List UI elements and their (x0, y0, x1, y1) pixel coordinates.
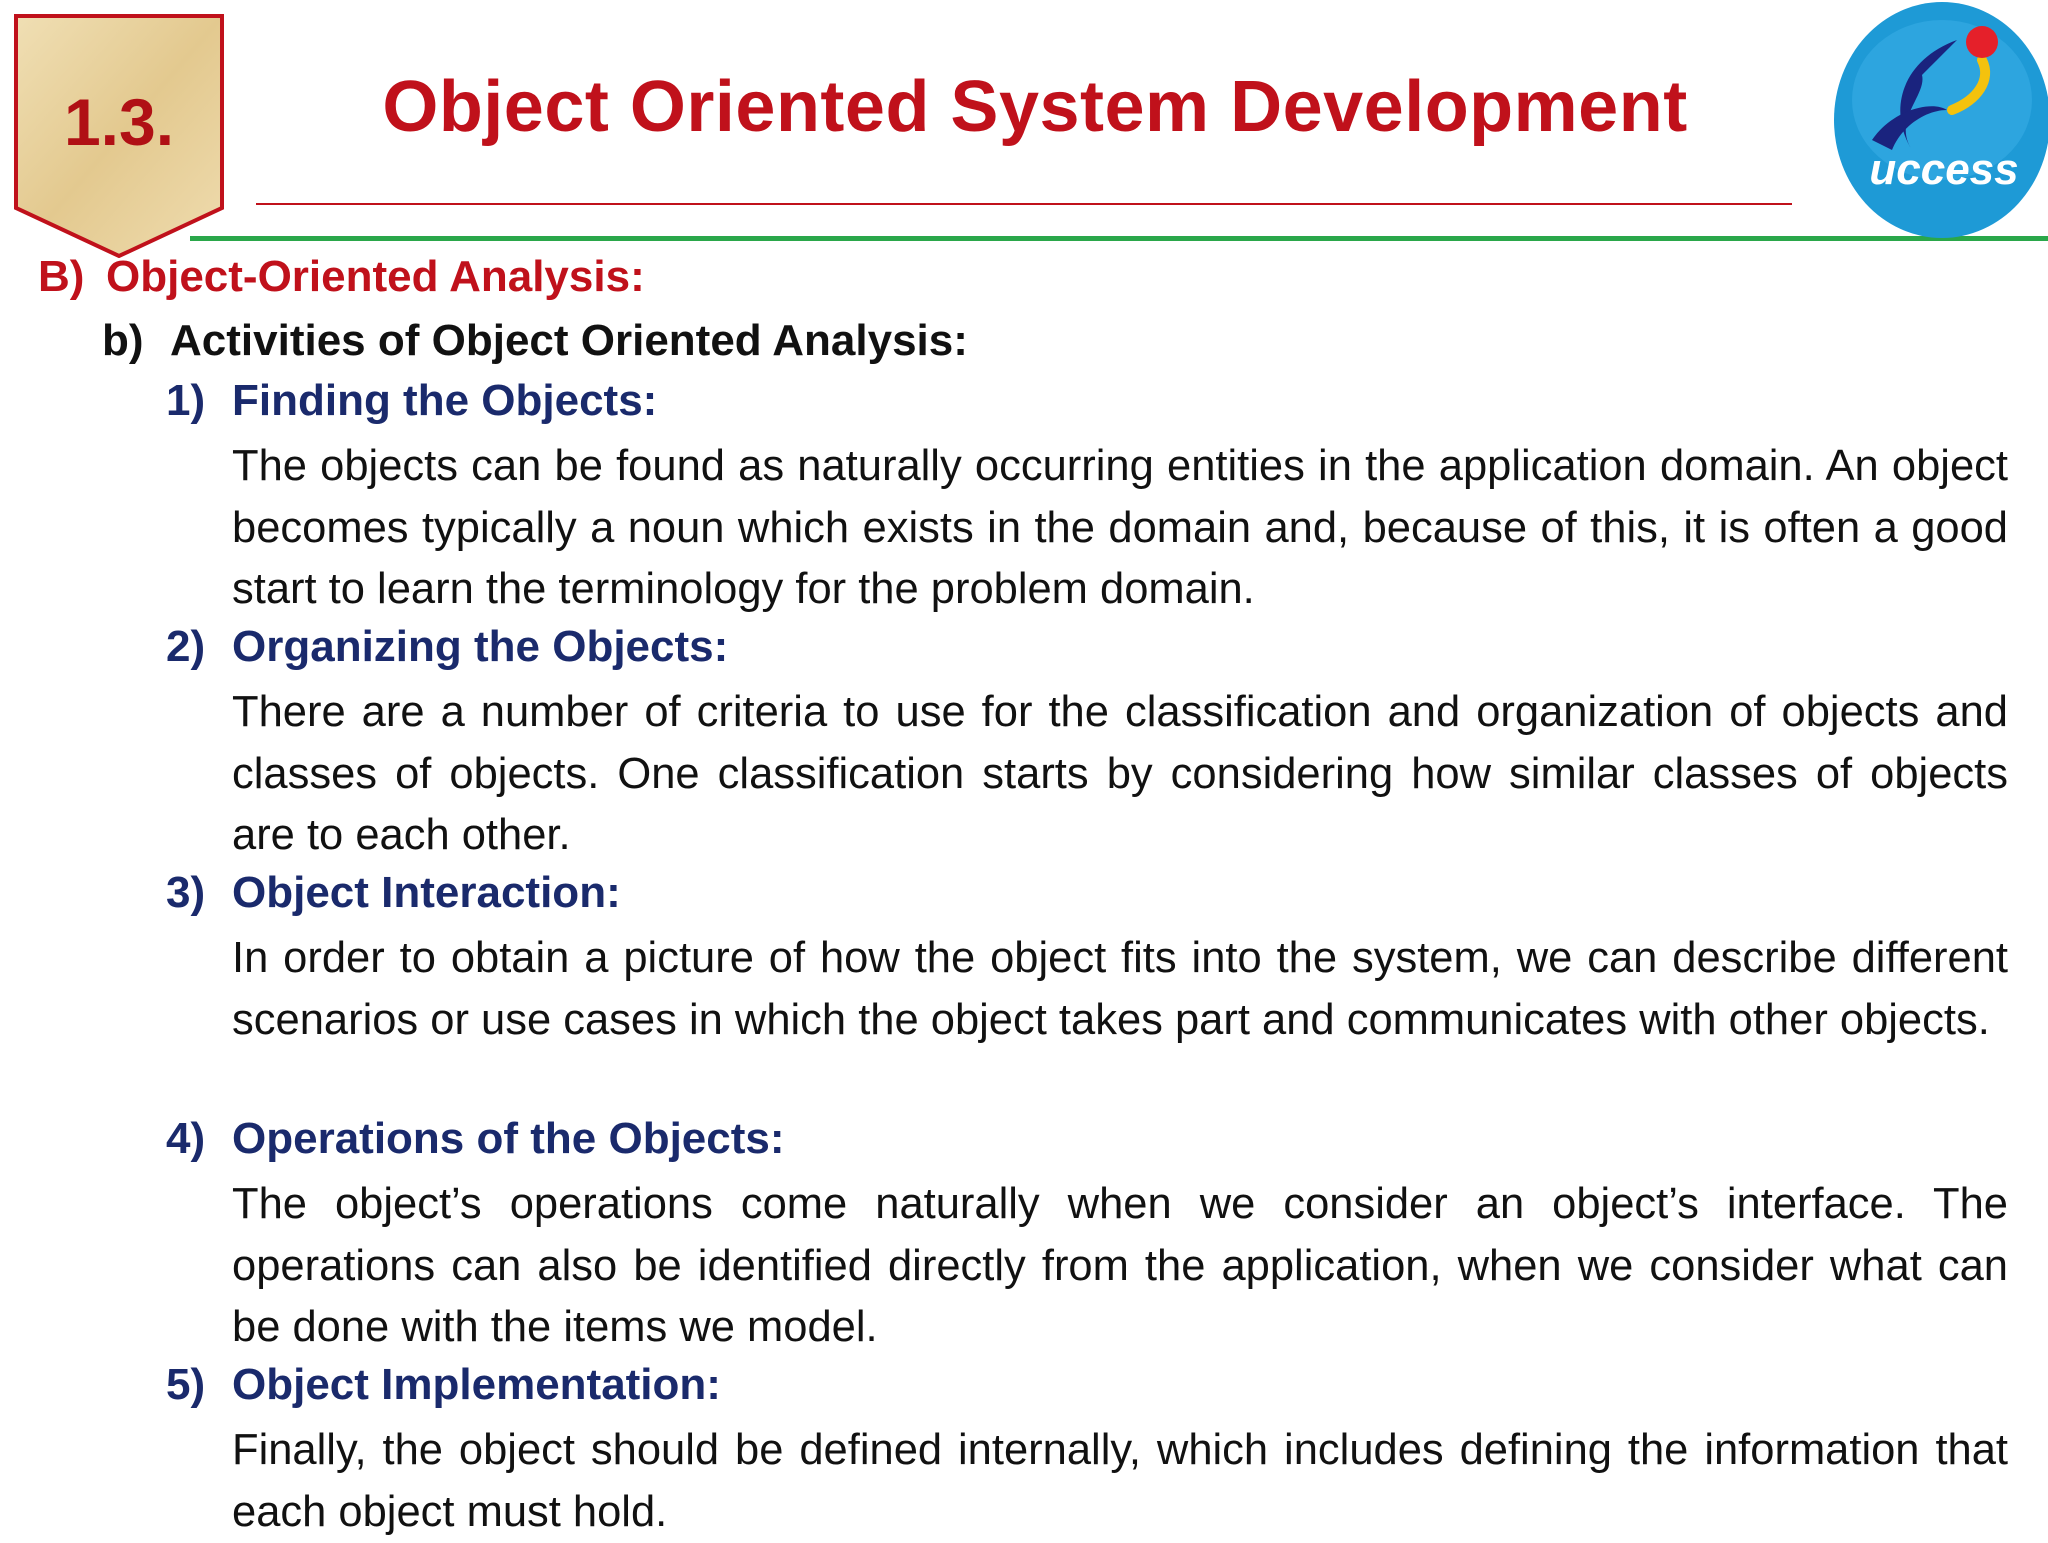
item-label: 3) (166, 868, 206, 917)
subsection-title: Activities of Object Oriented Analysis: (170, 316, 968, 365)
success-logo (1832, 0, 2048, 240)
item-heading (166, 1114, 785, 1164)
item-label: 4) (166, 1114, 206, 1163)
item-title: Object Interaction: (232, 868, 621, 917)
item-title: Organizing the Objects: (232, 622, 729, 671)
item-title: Object Implementation: (232, 1360, 721, 1409)
item-label: 5) (166, 1360, 206, 1409)
item-body: There are a number of criteria to use for the classification and organization of objects and classes of objects. One classification starts by considering how similar classes of objects are to each other. (232, 688, 2008, 859)
logo-wordmark: uccess (1869, 145, 2019, 194)
title-underline (256, 203, 1792, 205)
item-title: Operations of the Objects: (232, 1114, 785, 1163)
item-heading (166, 622, 728, 672)
item-heading (166, 868, 621, 918)
item-label: 2) (166, 622, 206, 671)
section-heading (38, 252, 645, 302)
section-number: 1.3. (63, 85, 175, 159)
item-body: In order to obtain a picture of how the object fits into the system, we can describe different scenarios or use cases in which the object takes part and communicates with other objects. (232, 934, 2008, 1044)
subsection-heading (102, 316, 968, 366)
item-heading (166, 1360, 721, 1410)
item-title: Finding the Objects: (232, 376, 658, 425)
section-title: Object-Oriented Analysis: (106, 252, 645, 301)
slide-title: Object Oriented System Development (382, 67, 1688, 147)
item-body: The objects can be found as naturally occurring entities in the application domain. An object becomes typically a noun which exists in the domain and, because of this, it is often a good start to learn the terminology for the problem domain. (232, 442, 2008, 613)
header-divider (190, 236, 2048, 241)
subsection-label: b) (102, 316, 144, 365)
item-body: The object’s operations come naturally when we consider an object’s interface. The operations can also be identified directly from the application, when we consider what can be done with the items we model. (232, 1180, 2008, 1351)
item-heading (166, 376, 657, 426)
section-badge (14, 14, 224, 258)
item-body: Finally, the object should be defined internally, which includes defining the information that each object must hold. (232, 1426, 2008, 1536)
section-label: B) (38, 252, 85, 301)
item-label: 1) (166, 376, 206, 425)
